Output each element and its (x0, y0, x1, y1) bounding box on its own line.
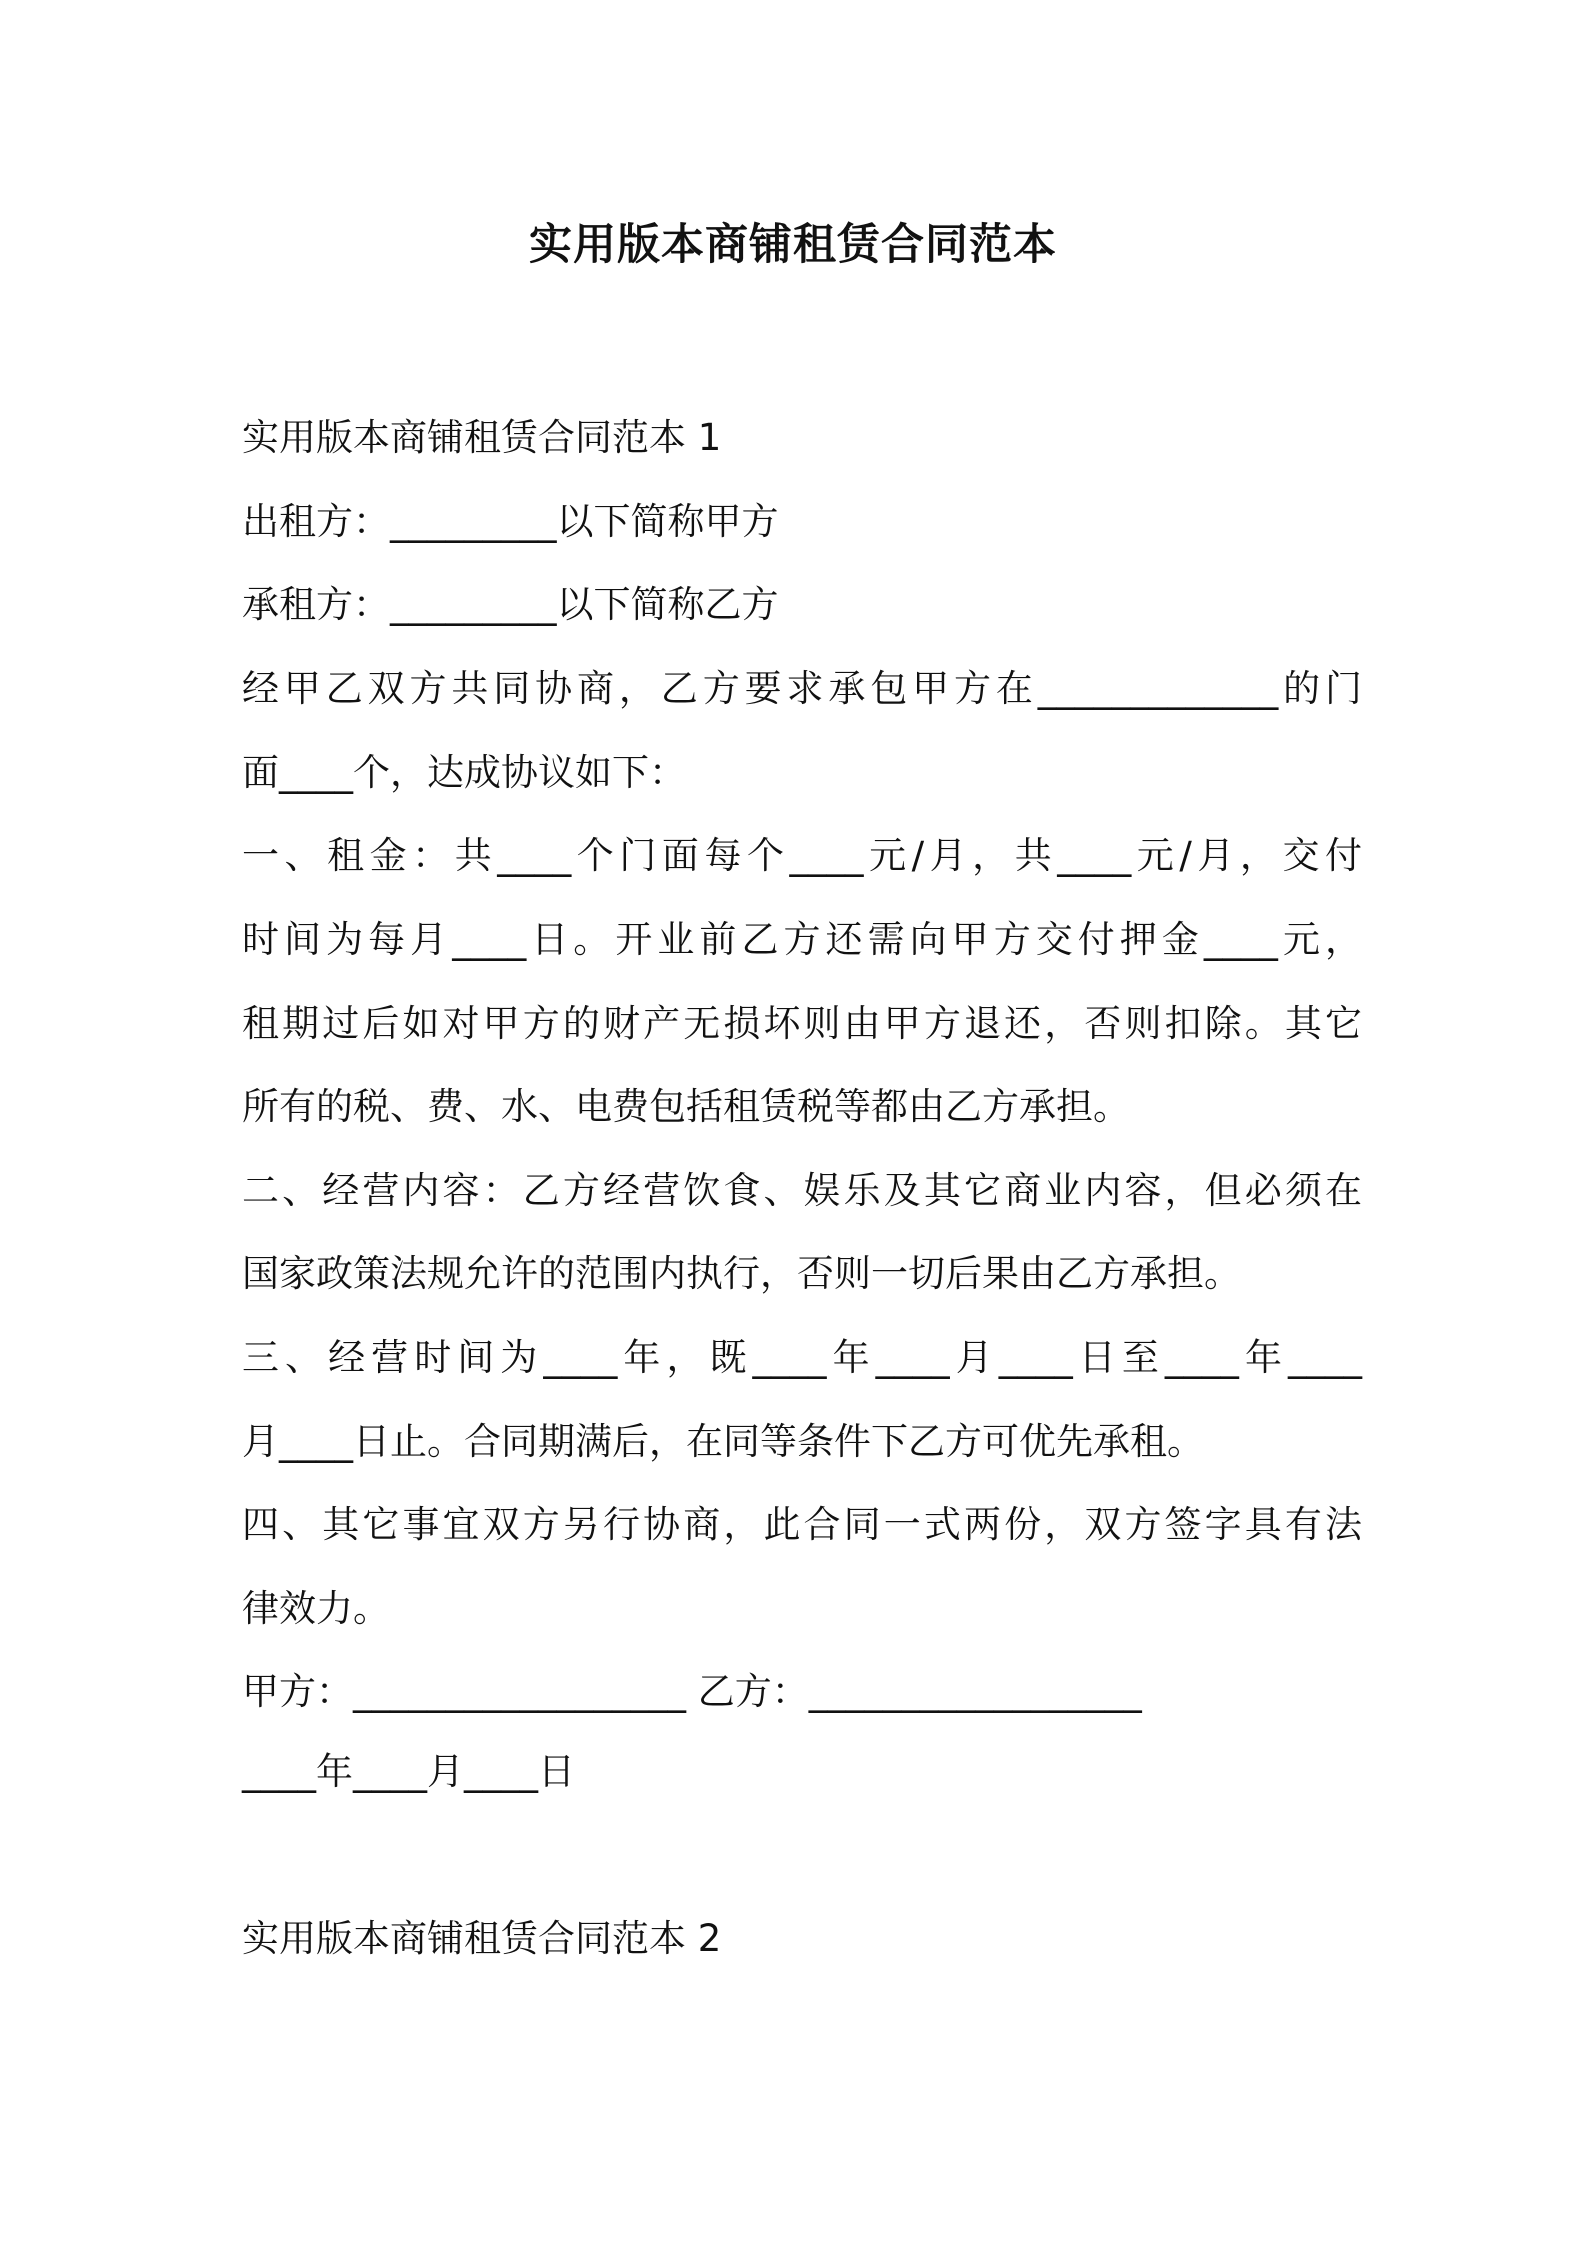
clause-4-line-2: 律效力。 (242, 1587, 390, 1630)
section-heading-1: 实用版本商铺租赁合同范本 1 (242, 416, 722, 459)
section-heading-2: 实用版本商铺租赁合同范本 2 (242, 1917, 722, 1960)
date-line: ____年____月____日 (242, 1750, 575, 1793)
intro-line-2: 面____个，达成协议如下： (242, 751, 686, 794)
intro-line-1: 经甲乙双方共同协商，乙方要求承包甲方在_____________的门 (242, 667, 1362, 710)
clause-1-line-3: 租期过后如对甲方的财产无损坏则由甲方退还，否则扣除。其它 (242, 1002, 1362, 1045)
clause-2-line-1: 二、经营内容：乙方经营饮食、娱乐及其它商业内容，但必须在 (242, 1169, 1362, 1212)
document-title: 实用版本商铺租赁合同范本 (529, 220, 1057, 270)
clause-3-line-1: 三、经营时间为____年，既____年____月____日至____年____ (242, 1336, 1362, 1379)
lessor-line: 出租方：_________以下简称甲方 (242, 500, 779, 543)
clause-1-line-4: 所有的税、费、水、电费包括租赁税等都由乙方承担。 (242, 1085, 1130, 1128)
clause-1-line-1: 一、租金：共____个门面每个____元/月，共____元/月，交付 (242, 834, 1362, 877)
clause-2-line-2: 国家政策法规允许的范围内执行，否则一切后果由乙方承担。 (242, 1252, 1241, 1295)
lessee-line: 承租方：_________以下简称乙方 (242, 583, 779, 626)
clause-4-line-1: 四、其它事宜双方另行协商，此合同一式两份，双方签字具有法 (242, 1503, 1362, 1546)
signature-line: 甲方：__________________ 乙方：__________________ (242, 1670, 1142, 1713)
clause-1-line-2: 时间为每月____日。开业前乙方还需向甲方交付押金____元， (242, 918, 1362, 961)
clause-3-line-2: 月____日止。合同期满后，在同等条件下乙方可优先承租。 (242, 1420, 1204, 1463)
